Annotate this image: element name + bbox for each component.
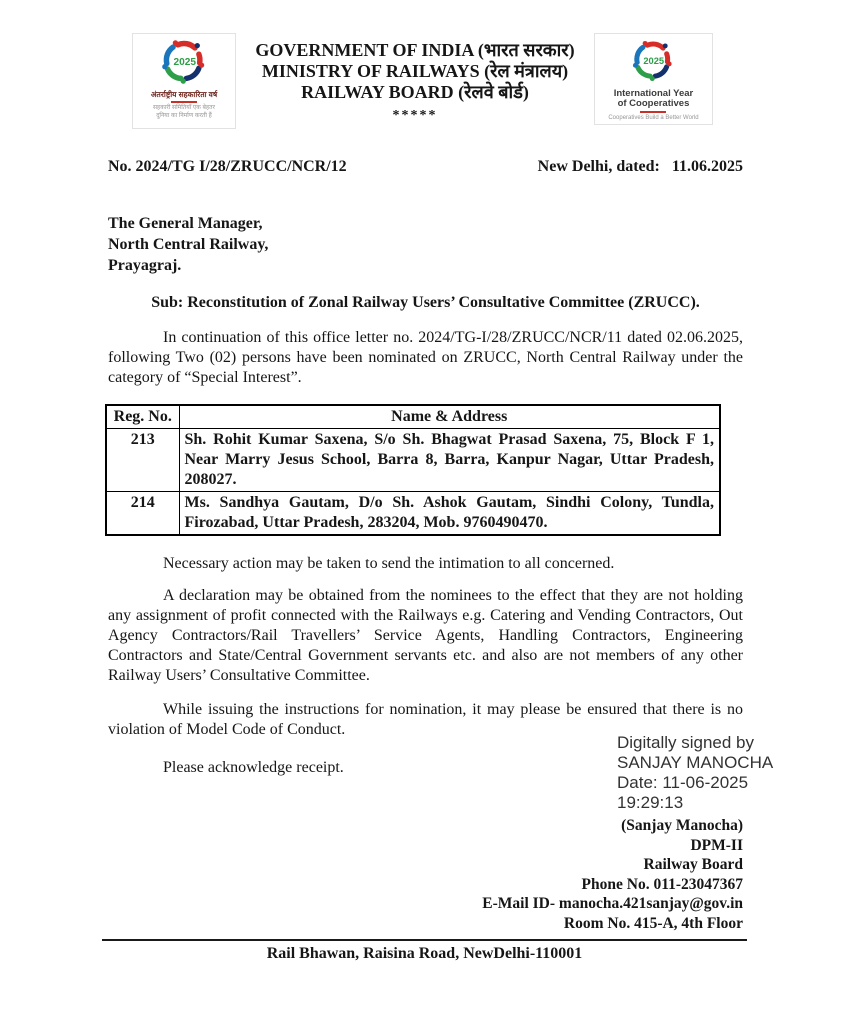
cooperatives-c-icon	[159, 37, 209, 92]
digital-signature-date: Date: 11-06-2025	[617, 773, 749, 792]
logo-title-english-line2: of Cooperatives	[617, 98, 690, 109]
cooperatives-logo-english	[594, 33, 713, 125]
table-header-reg-no: Reg. No.	[106, 405, 179, 429]
logo-underline	[171, 101, 197, 103]
table-header-name-address: Name & Address	[179, 405, 720, 429]
reg-no-cell: 214	[106, 492, 179, 536]
signatory-block	[108, 816, 743, 933]
logo-year: 2025	[643, 55, 665, 66]
subject-line: Sub: Reconstitution of Zonal Railway Users’ Consultative Committee (ZRUCC).	[151, 294, 700, 311]
addressee-city: Prayagraj.	[108, 257, 182, 274]
signatory-designation: DPM-II	[690, 836, 743, 854]
place-and-date: New Delhi, dated: 11.06.2025	[537, 158, 743, 175]
logo-tagline-hindi-line1: सहकारी समितियाँ एक बेहतर	[152, 105, 216, 111]
name-address-cell: Ms. Sandhya Gautam, D/o Sh. Ashok Gautam, Sindhi Colony, Tundla, Firozabad, Uttar Pradesh, 283204, Mob. 9760490470.	[179, 492, 720, 536]
logo-tagline-english: Cooperatives Build a Better World	[608, 115, 699, 121]
table-header-row	[106, 405, 720, 429]
logo-year: 2025	[173, 57, 197, 69]
signatory-office: Railway Board	[643, 856, 743, 873]
letter-number: No. 2024/TG I/28/ZRUCC/NCR/12	[108, 158, 347, 175]
paragraph-continuation: In continuation of this office letter no. 2024/TG-I/28/ZRUCC/NCR/11 dated 02.06.2025, following Two (02) persons have been nominated on ZRUCC, North Central Railway under the category of “Special Interest”.	[108, 329, 743, 386]
table-row	[106, 492, 720, 536]
logo-title-english-line1: International Year	[613, 88, 694, 99]
header-ministry-of-railways: MINISTRY OF RAILWAYS (रेल मंत्रालय)	[261, 61, 569, 81]
paragraph-necessary-action: Necessary action may be taken to send the intimation to all concerned.	[163, 555, 615, 572]
signatory-email: E-Mail ID- manocha.421sanjay@gov.in	[482, 895, 743, 912]
table-row	[106, 429, 720, 492]
digital-signature-line1: Digitally signed by	[617, 733, 755, 752]
header-railway-board: RAILWAY BOARD (रेलवे बोर्ड)	[301, 82, 529, 102]
letterhead	[108, 0, 743, 128]
header-stars: *****	[392, 108, 438, 123]
paragraph-acknowledge: Please acknowledge receipt.	[163, 759, 344, 776]
addressee-title: The General Manager,	[108, 215, 263, 232]
reg-no-cell: 213	[106, 429, 179, 492]
logo-tagline-hindi-line2: दुनिया का निर्माण करती हैं	[156, 112, 212, 119]
digital-signature-stamp	[617, 733, 827, 813]
ministry-header	[255, 40, 574, 126]
signatory-name: (Sanjay Manocha)	[621, 817, 743, 834]
nominee-table	[105, 404, 721, 536]
signatory-room: Room No. 415-A, 4th Floor	[563, 914, 743, 932]
footer-address: Rail Bhawan, Raisina Road, NewDelhi-110001	[102, 939, 747, 963]
signatory-phone: Phone No. 011-23047367	[581, 875, 743, 893]
digital-signature-time: 19:29:13	[617, 793, 684, 812]
digital-signature-name: SANJAY MANOCHA	[617, 753, 774, 772]
cooperatives-c-icon	[630, 38, 676, 89]
paragraph-model-code: While issuing the instructions for nomination, it may please be ensured that there is no violation of Model Code of Conduct.	[108, 701, 743, 738]
logo-underline	[640, 111, 666, 113]
paragraph-declaration: A declaration may be obtained from the nominees to the effect that they are not holding any assignment of profit connected with the Railways e.g. Catering and Vending Contractors, Out Agency Contractors/Rail Travellers’ Service Agents, Handling Contractors, Engineering Contractors and State/Central Government servants etc. and also are not members of any other Railway Users’ Consultative Committee.	[108, 587, 743, 684]
name-address-cell: Sh. Rohit Kumar Saxena, S/o Sh. Bhagwat Prasad Saxena, 75, Block F 1, Near Marry Jesus School, Barra 8, Barra, Kanpur Nagar, Uttar Pradesh, 208027.	[179, 429, 720, 492]
header-government-of-india: GOVERNMENT OF INDIA (भारत सरकार)	[255, 40, 575, 60]
logo-title-hindi: अंतर्राष्ट्रीय सहकारिता वर्ष	[150, 90, 218, 99]
reference-row	[108, 158, 743, 176]
addressee-block	[108, 213, 743, 276]
cooperatives-logo-hindi	[132, 33, 236, 129]
addressee-railway: North Central Railway,	[108, 236, 269, 253]
